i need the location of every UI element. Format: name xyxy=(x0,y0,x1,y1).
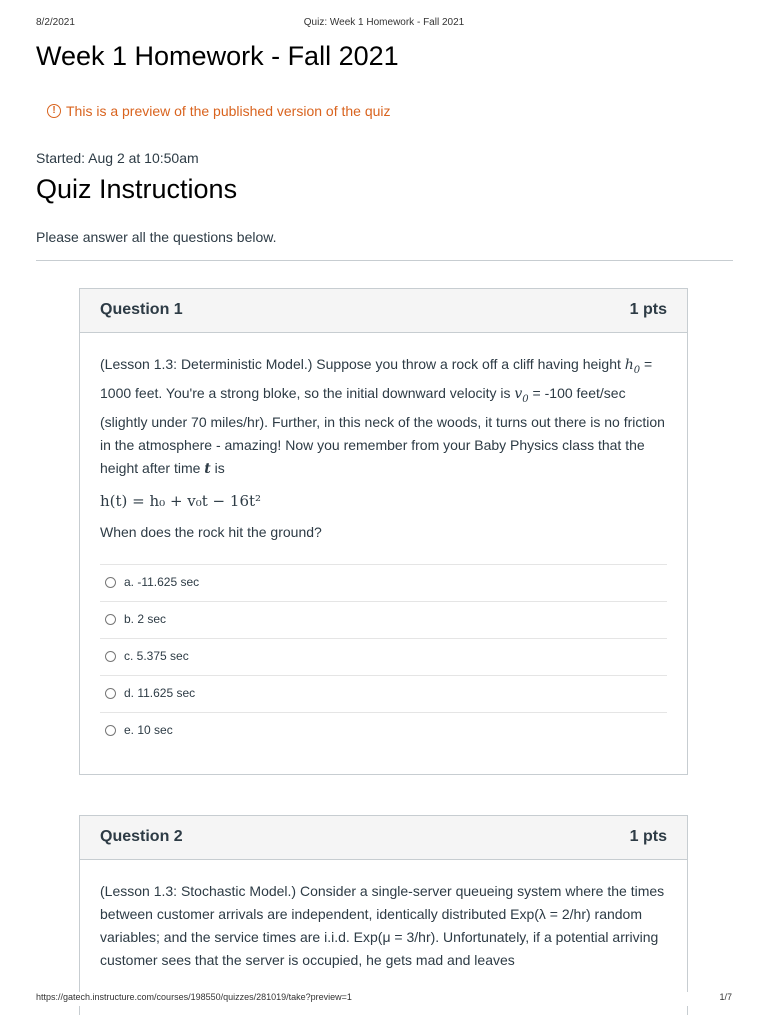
warning-circle-icon: ! xyxy=(47,104,61,118)
instructions-heading: Quiz Instructions xyxy=(36,174,238,204)
answer-option-d[interactable] xyxy=(100,676,667,713)
radio-button[interactable] xyxy=(105,577,116,588)
preview-notice-text: This is a preview of the published version of the quiz xyxy=(66,103,391,119)
answer-list xyxy=(100,564,667,749)
page-number: 1/7 xyxy=(719,992,732,1002)
answer-option-c[interactable] xyxy=(100,639,667,676)
answer-option-e[interactable] xyxy=(100,713,667,749)
question-2 xyxy=(79,815,688,1015)
question-prompt: When does the rock hit the ground? xyxy=(100,523,322,540)
height-formula: h(t) = h₀ + v₀t − 16t² xyxy=(100,491,262,510)
page-title: Week 1 Homework - Fall 2021 xyxy=(36,41,399,71)
answer-label: a. -11.625 sec xyxy=(124,575,200,590)
print-title: Quiz: Week 1 Homework - Fall 2021 xyxy=(303,17,465,28)
started-timestamp: Started: Aug 2 at 10:50am xyxy=(36,150,199,166)
print-footer xyxy=(36,992,732,1006)
question-1 xyxy=(79,288,688,775)
radio-button[interactable] xyxy=(105,725,116,736)
question-body xyxy=(80,333,687,767)
question-title: Question 2 xyxy=(100,828,183,845)
question-title: Question 1 xyxy=(100,301,183,318)
question-points: 1 pts xyxy=(629,301,667,318)
radio-button[interactable] xyxy=(105,651,116,662)
radio-button[interactable] xyxy=(105,614,116,625)
answer-label: d. 11.625 sec xyxy=(124,686,196,701)
instructions-text: Please answer all the questions below. xyxy=(36,229,277,245)
divider xyxy=(36,260,733,261)
answer-label: c. 5.375 sec xyxy=(124,649,189,664)
print-url: https://gatech.instructure.com/courses/198550/quizzes/281019/take?preview=1 xyxy=(36,992,352,1002)
answer-option-a[interactable] xyxy=(100,565,667,602)
question-header xyxy=(80,289,687,333)
print-date: 8/2/2021 xyxy=(36,17,75,28)
preview-notice xyxy=(47,103,391,119)
question-text: (Lesson 1.3: Deterministic Model.) Suppose you throw a rock off a cliff having height $h_0 = 1000$ feet. You're a strong bloke, so the initial downward velocity is $v_0 = -100$ feet/sec (slightly under 70 miles/hr). Further, in this neck of the woods, it turns out there is no friction in the atmosphere - amazing! Now you remember from your Baby Physics class that the height after time t is xyxy=(100,356,665,477)
question-body xyxy=(80,860,687,990)
answer-label: b. 2 sec xyxy=(124,612,167,627)
answer-label: e. 10 sec xyxy=(124,723,173,738)
print-header xyxy=(36,17,732,31)
radio-button[interactable] xyxy=(105,688,116,699)
answer-option-b[interactable] xyxy=(100,602,667,639)
question-text: (Lesson 1.3: Stochastic Model.) Consider a single-server queueing system where the times between customer arrivals are independent, identically distributed Exp(λ = 2/hr) random variables; and the service times are i.i.d. Exp(μ = 3/hr). Unfortunately, if a potential arriving customer sees that the server is occupied, he gets mad and leaves xyxy=(100,883,665,968)
question-header xyxy=(80,816,687,860)
question-points: 1 pts xyxy=(629,828,667,845)
